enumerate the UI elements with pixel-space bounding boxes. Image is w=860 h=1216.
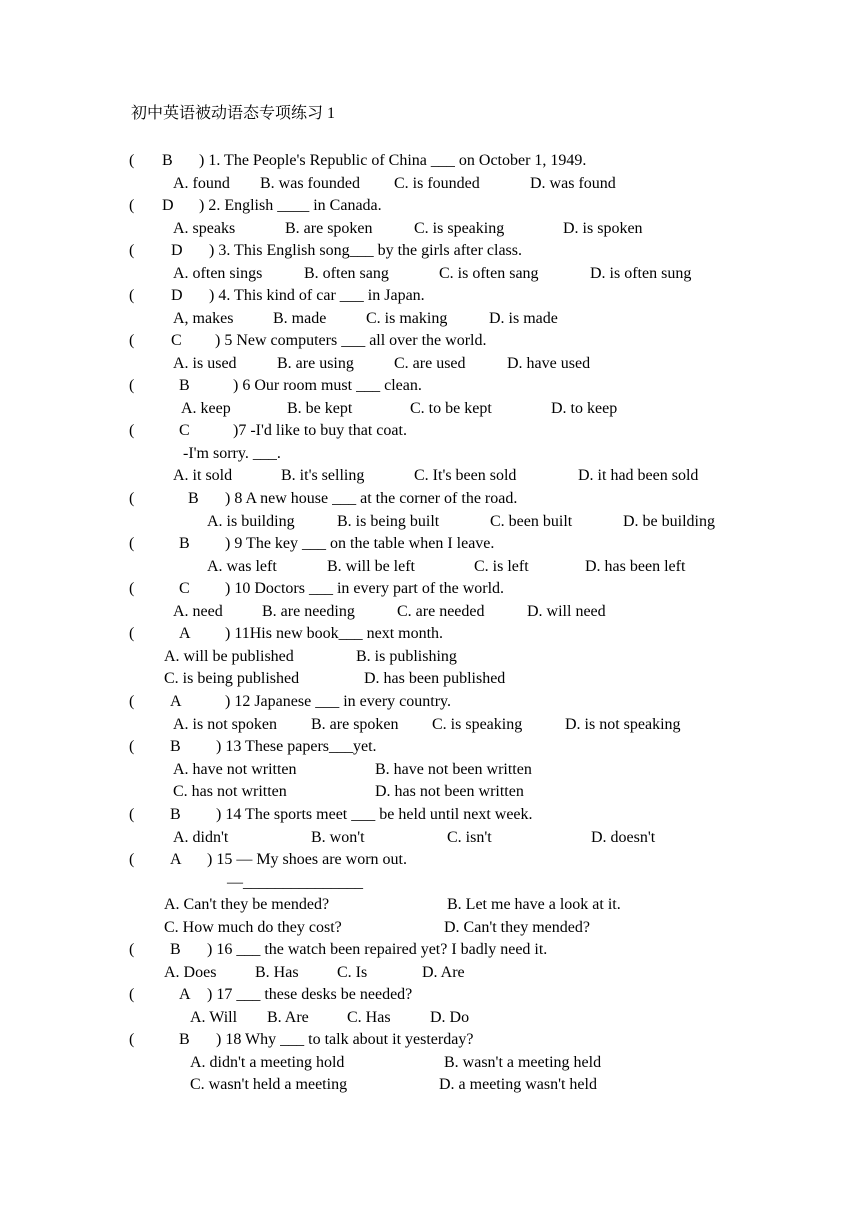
option-c-10: C. are needed xyxy=(397,603,485,620)
option-a-14: A. didn't xyxy=(173,829,229,846)
option-d-8: D. be building xyxy=(623,513,715,530)
answer-9: B xyxy=(179,535,190,552)
option-b-17: B. Are xyxy=(267,1009,309,1026)
question-stem-1: ) 1. The People's Republic of China ___ on October 1, 1949. xyxy=(199,152,587,169)
option-d-7: D. it had been sold xyxy=(578,467,699,484)
page-title: 初中英语被动语态专项练习 1 xyxy=(131,105,336,122)
option-d-11: D. has been published xyxy=(364,670,506,687)
question-stem-14: ) 14 The sports meet ___ be held until next week. xyxy=(216,806,533,823)
answer-4: D xyxy=(171,287,183,304)
option-c-7: C. It's been sold xyxy=(414,467,517,484)
open-paren: ( xyxy=(129,377,135,394)
option-b-12: B. are spoken xyxy=(311,716,399,733)
open-paren: ( xyxy=(129,693,135,710)
response-line-15: —_______________ xyxy=(227,874,363,891)
option-c-16: C. Is xyxy=(337,964,368,981)
option-c-4: C. is making xyxy=(366,310,448,327)
option-a-15: A. Can't they be mended? xyxy=(164,896,330,913)
option-b-7: B. it's selling xyxy=(281,467,365,484)
open-paren: ( xyxy=(129,242,135,259)
option-d-2: D. is spoken xyxy=(563,220,643,237)
option-a-16: A. Does xyxy=(164,964,217,981)
option-b-9: B. will be left xyxy=(327,558,415,575)
option-b-8: B. is being built xyxy=(337,513,440,530)
open-paren: ( xyxy=(129,986,135,1003)
option-a-1: A. found xyxy=(173,175,230,192)
option-d-14: D. doesn't xyxy=(591,829,656,846)
answer-16: B xyxy=(170,941,181,958)
option-b-16: B. Has xyxy=(255,964,299,981)
open-paren: ( xyxy=(129,1031,135,1048)
question-stem-9: ) 9 The key ___ on the table when I leave. xyxy=(225,535,495,552)
question-stem-6: ) 6 Our room must ___ clean. xyxy=(233,377,422,394)
answer-3: D xyxy=(171,242,183,259)
answer-10: C xyxy=(179,580,190,597)
option-b-6: B. be kept xyxy=(287,400,353,417)
open-paren: ( xyxy=(129,580,135,597)
open-paren: ( xyxy=(129,625,135,642)
answer-18: B xyxy=(179,1031,190,1048)
answer-12: A xyxy=(170,693,182,710)
question-stem-7: )7 -I'd like to buy that coat. xyxy=(233,422,407,439)
option-d-9: D. has been left xyxy=(585,558,686,575)
option-c-2: C. is speaking xyxy=(414,220,505,237)
option-b-14: B. won't xyxy=(311,829,365,846)
option-a-13: A. have not written xyxy=(173,761,297,778)
option-a-6: A. keep xyxy=(181,400,231,417)
answer-11: A xyxy=(179,625,191,642)
question-stem-11: ) 11His new book___ next month. xyxy=(225,625,444,642)
option-c-1: C. is founded xyxy=(394,175,480,192)
option-c-17: C. Has xyxy=(347,1009,391,1026)
option-d-6: D. to keep xyxy=(551,400,618,417)
question-stem-18: ) 18 Why ___ to talk about it yesterday? xyxy=(216,1031,474,1048)
option-b-5: B. are using xyxy=(277,355,354,372)
open-paren: ( xyxy=(129,851,135,868)
option-d-17: D. Do xyxy=(430,1009,470,1026)
option-b-4: B. made xyxy=(273,310,327,327)
option-c-9: C. is left xyxy=(474,558,529,575)
answer-13: B xyxy=(170,738,181,755)
response-line-7: -I'm sorry. ___. xyxy=(183,445,281,462)
option-b-3: B. often sang xyxy=(304,265,389,282)
question-stem-4: ) 4. This kind of car ___ in Japan. xyxy=(209,287,425,304)
answer-15: A xyxy=(170,851,182,868)
option-d-13: D. has not been written xyxy=(375,783,524,800)
option-d-3: D. is often sung xyxy=(590,265,692,282)
option-d-18: D. a meeting wasn't held xyxy=(439,1076,597,1093)
option-c-13: C. has not written xyxy=(173,783,287,800)
option-a-18: A. didn't a meeting hold xyxy=(190,1054,345,1071)
option-d-5: D. have used xyxy=(507,355,591,372)
question-stem-15: ) 15 — My shoes are worn out. xyxy=(207,851,407,868)
question-stem-12: ) 12 Japanese ___ in every country. xyxy=(225,693,451,710)
option-a-3: A. often sings xyxy=(173,265,263,282)
option-b-11: B. is publishing xyxy=(356,648,457,665)
option-d-10: D. will need xyxy=(527,603,606,620)
answer-17: A xyxy=(179,986,191,1003)
option-c-15: C. How much do they cost? xyxy=(164,919,342,936)
question-stem-17: ) 17 ___ these desks be needed? xyxy=(207,986,413,1003)
option-d-1: D. was found xyxy=(530,175,616,192)
option-c-8: C. been built xyxy=(490,513,573,530)
option-c-18: C. wasn't held a meeting xyxy=(190,1076,348,1093)
open-paren: ( xyxy=(129,332,135,349)
option-a-5: A. is used xyxy=(173,355,237,372)
option-b-10: B. are needing xyxy=(262,603,355,620)
question-stem-13: ) 13 These papers___yet. xyxy=(216,738,377,755)
answer-8: B xyxy=(188,490,199,507)
open-paren: ( xyxy=(129,535,135,552)
option-d-12: D. is not speaking xyxy=(565,716,681,733)
option-b-2: B. are spoken xyxy=(285,220,373,237)
question-stem-5: ) 5 New computers ___ all over the world. xyxy=(215,332,487,349)
option-c-11: C. is being published xyxy=(164,670,300,687)
option-d-16: D. Are xyxy=(422,964,465,981)
option-a-4: A, makes xyxy=(173,310,234,327)
option-a-10: A. need xyxy=(173,603,223,620)
option-a-7: A. it sold xyxy=(173,467,233,484)
question-stem-8: ) 8 A new house ___ at the corner of the road. xyxy=(225,490,518,507)
option-d-15: D. Can't they mended? xyxy=(444,919,590,936)
answer-14: B xyxy=(170,806,181,823)
open-paren: ( xyxy=(129,197,135,214)
option-c-6: C. to be kept xyxy=(410,400,492,417)
option-b-18: B. wasn't a meeting held xyxy=(444,1054,602,1071)
option-b-15: B. Let me have a look at it. xyxy=(447,896,621,913)
open-paren: ( xyxy=(129,490,135,507)
open-paren: ( xyxy=(129,941,135,958)
option-d-4: D. is made xyxy=(489,310,558,327)
option-c-3: C. is often sang xyxy=(439,265,539,282)
option-c-14: C. isn't xyxy=(447,829,492,846)
option-a-12: A. is not spoken xyxy=(173,716,277,733)
open-paren: ( xyxy=(129,422,135,439)
question-stem-10: ) 10 Doctors ___ in every part of the world. xyxy=(225,580,505,597)
answer-7: C xyxy=(179,422,190,439)
open-paren: ( xyxy=(129,287,135,304)
open-paren: ( xyxy=(129,738,135,755)
answer-2: D xyxy=(162,197,174,214)
option-b-13: B. have not been written xyxy=(375,761,532,778)
open-paren: ( xyxy=(129,806,135,823)
option-c-5: C. are used xyxy=(394,355,466,372)
option-c-12: C. is speaking xyxy=(432,716,523,733)
question-stem-16: ) 16 ___ the watch been repaired yet? I badly need it. xyxy=(207,941,548,958)
question-stem-3: ) 3. This English song___ by the girls after class. xyxy=(209,242,522,259)
open-paren: ( xyxy=(129,152,135,169)
option-a-17: A. Will xyxy=(190,1009,238,1026)
option-a-11: A. will be published xyxy=(164,648,294,665)
answer-6: B xyxy=(179,377,190,394)
option-a-8: A. is building xyxy=(207,513,295,530)
question-stem-2: ) 2. English ____ in Canada. xyxy=(199,197,382,214)
answer-5: C xyxy=(171,332,182,349)
option-a-2: A. speaks xyxy=(173,220,236,237)
option-a-9: A. was left xyxy=(207,558,277,575)
option-b-1: B. was founded xyxy=(260,175,360,192)
answer-1: B xyxy=(162,152,173,169)
